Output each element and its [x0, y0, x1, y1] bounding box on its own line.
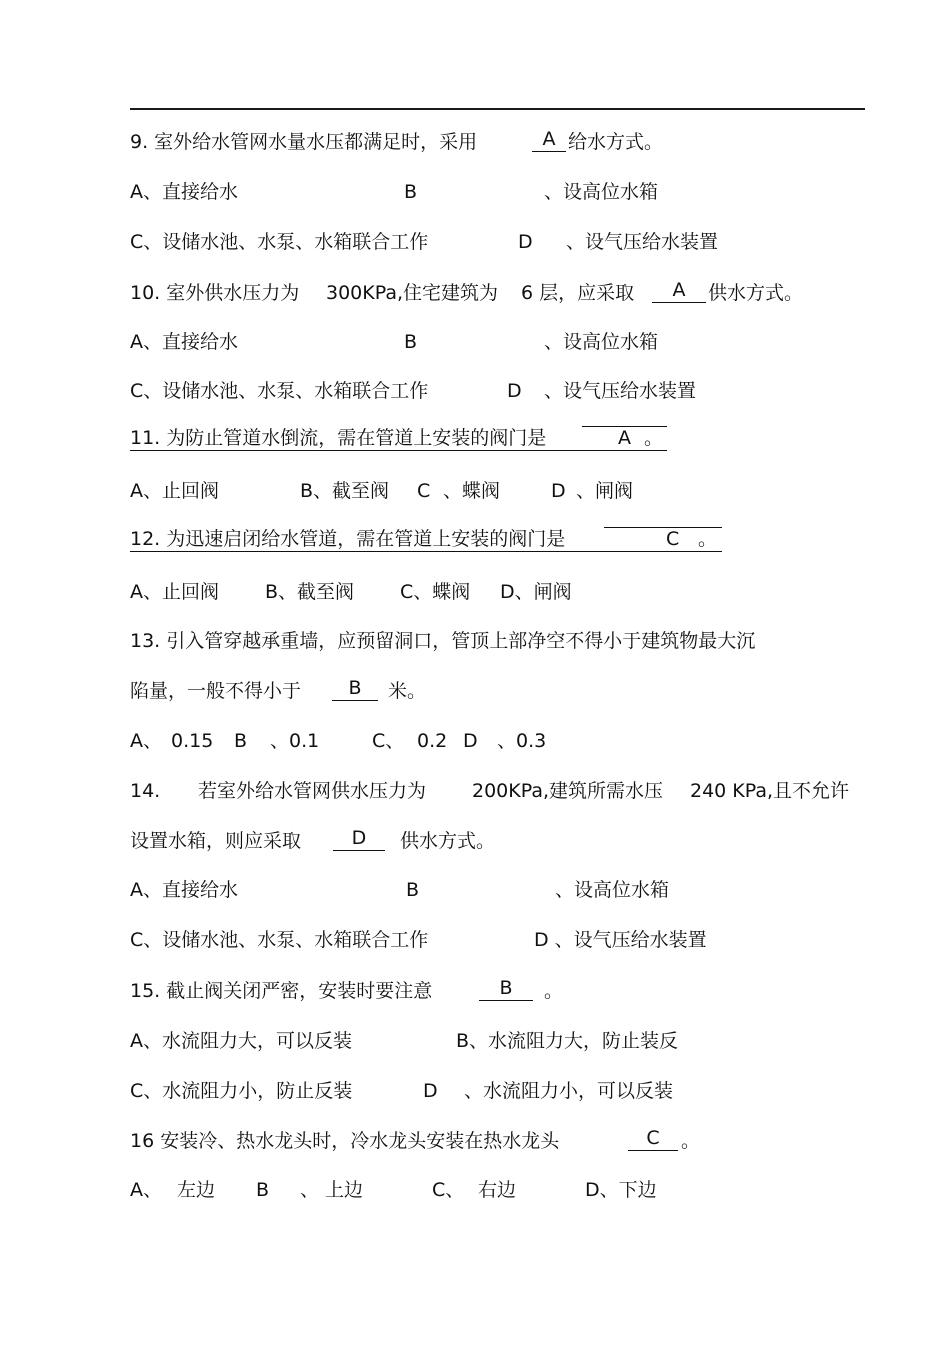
q16-stem: 16 安装冷、热水龙头时，冷水龙头安装在热水龙头: [130, 1130, 560, 1152]
q16-answer: C: [628, 1126, 678, 1151]
q9-option-b-letter: B: [404, 181, 418, 203]
q13-option-c-value: 0.2: [417, 730, 448, 752]
q13-stem-2: 陷量，一般不得小于: [130, 680, 302, 702]
q13-option-b-value: 、0.1: [270, 730, 320, 752]
q16-tail: 。: [681, 1130, 701, 1152]
q9-tail: 给水方式。: [568, 131, 664, 153]
q16-option-c-text: 右边: [478, 1179, 517, 1201]
q12-option-d: D、闸阀: [500, 581, 572, 603]
q15-tail: 。: [544, 980, 564, 1002]
q11-option-c-text: 、蝶阀: [443, 480, 501, 502]
q10-option-b-text: 、设高位水箱: [544, 331, 659, 353]
q14-option-a: A、直接给水: [130, 879, 238, 901]
q11-option-a: A、止回阀: [130, 480, 219, 502]
q16-option-b-letter: B: [256, 1179, 270, 1201]
q10-tail: 供水方式。: [708, 282, 804, 304]
q13-option-a-value: 0.15: [171, 730, 214, 752]
q10-option-d-text: 、设气压给水装置: [544, 380, 697, 402]
q13-option-c-letter: C、: [372, 730, 405, 752]
q14-option-b-text: 、设高位水箱: [555, 879, 670, 901]
q10-pressure: 300KPa,住宅建筑为: [326, 282, 499, 304]
q9-option-d-text: 、设气压给水装置: [566, 231, 719, 253]
q11-answer: A: [618, 427, 631, 449]
q14-stem-1a: 若室外给水管网供水压力为: [198, 780, 427, 802]
q10-option-b-letter: B: [404, 331, 418, 353]
q14-option-b-letter: B: [406, 879, 420, 901]
q14-option-d: D 、设气压给水装置: [534, 929, 707, 951]
q9-answer: A: [532, 127, 566, 152]
q14-stem-2: 设置水箱，则应采取: [130, 830, 302, 852]
q16-option-c-letter: C、: [432, 1179, 465, 1201]
q11-answer-blank: [582, 426, 667, 449]
q15-option-c: C、水流阻力小，防止反装: [130, 1080, 353, 1102]
q15-option-a: A、水流阻力大，可以反装: [130, 1030, 352, 1052]
q16-option-a-letter: A、: [130, 1179, 162, 1201]
q10-option-c: C、设储水池、水泵、水箱联合工作: [130, 380, 429, 402]
q13-option-d-value: 、0.3: [497, 730, 547, 752]
q12-option-a: A、止回阀: [130, 581, 219, 603]
q12-answer: C: [666, 528, 680, 550]
q15-option-b: B、水流阻力大，防止装反: [456, 1030, 679, 1052]
q11-option-c-letter: C: [417, 480, 431, 502]
q9-option-a: A、直接给水: [130, 181, 238, 203]
q14-number: 14.: [130, 780, 161, 802]
q9-stem: 9. 室外给水管网水量水压都满足时，采用: [130, 131, 478, 153]
q10-answer: A: [652, 278, 706, 303]
q10-option-a: A、直接给水: [130, 331, 238, 353]
q14-option-c: C、设储水池、水泵、水箱联合工作: [130, 929, 429, 951]
q12-answer-blank: [604, 527, 722, 550]
q15-answer: B: [479, 976, 533, 1001]
q15-stem: 15. 截止阀关闭严密，安装时要注意: [130, 980, 433, 1002]
q9-option-c: C、设储水池、水泵、水箱联合工作: [130, 231, 429, 253]
q12-stem: 12. 为迅速启闭给水管道，需在管道上安装的阀门是: [130, 527, 722, 552]
q12-option-c: C、蝶阀: [400, 581, 471, 603]
q14-stem-1c: 240 KPa,且不允许: [690, 780, 850, 802]
q11-stem: 11. 为防止管道水倒流，需在管道上安装的阀门是: [130, 426, 667, 451]
q15-option-d-letter: D: [423, 1080, 438, 1102]
q13-tail: 米。: [388, 680, 427, 702]
q15-option-d-text: 、水流阻力小，可以反装: [464, 1080, 674, 1102]
q11-option-b: B、截至阀: [300, 480, 390, 502]
q13-option-a-letter: A、: [130, 730, 162, 752]
header-rule: [130, 108, 865, 110]
q9-option-d-letter: D: [518, 231, 533, 253]
q10-stem: 10. 室外供水压力为: [130, 282, 300, 304]
q11-option-d-text: 、闸阀: [576, 480, 634, 502]
q14-tail: 供水方式。: [400, 830, 496, 852]
q16-option-b-text: 、 上边: [300, 1179, 364, 1201]
q10-floors: 6 层，应采取: [521, 282, 635, 304]
q12-tail: 。: [698, 528, 718, 550]
q11-option-d-letter: D: [551, 480, 566, 502]
q11-tail: 。: [644, 427, 664, 449]
q9-option-b-text: 、设高位水箱: [544, 181, 659, 203]
q16-option-d: D、下边: [585, 1179, 657, 1201]
q13-option-d-letter: D: [463, 730, 478, 752]
q14-answer: D: [333, 826, 385, 851]
q12-option-b: B、截至阀: [265, 581, 355, 603]
q13-stem-1: 13. 引入管穿越承重墙，应预留洞口，管顶上部净空不得小于建筑物最大沉: [130, 630, 756, 652]
q13-option-b-letter: B: [234, 730, 248, 752]
q14-stem-1b: 200KPa,建筑所需水压: [472, 780, 664, 802]
q16-option-a-text: 左边: [177, 1179, 216, 1201]
q13-answer: B: [332, 676, 378, 701]
q10-option-d-letter: D: [507, 380, 522, 402]
